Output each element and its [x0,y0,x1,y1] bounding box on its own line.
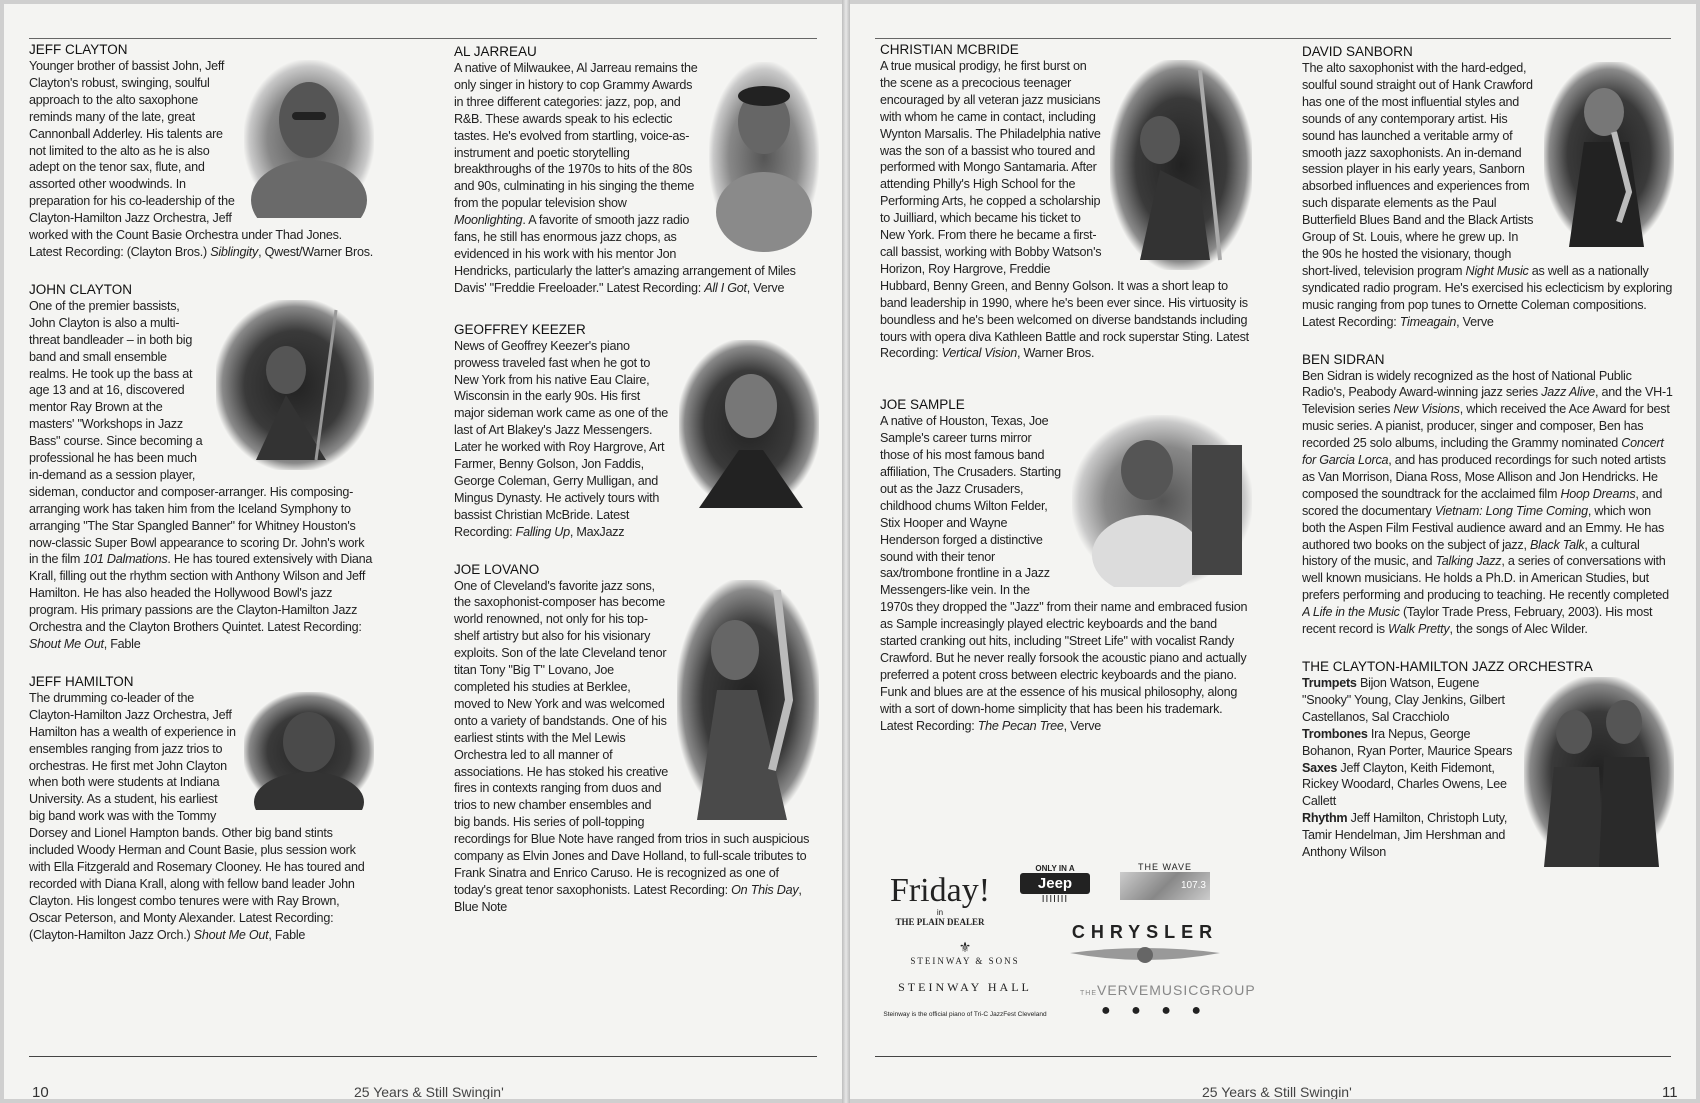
page-number: 10 [32,1084,49,1099]
bio-ben-sidran [1302,351,1674,639]
bio-name: JEFF CLAYTON [29,42,128,57]
bio-jeff-hamilton [29,673,374,944]
bio-christian-mcbride [880,41,1252,362]
roster-section: Trombones Ira Nepus, George Bohanon, Ryan Porter, Maurice Spears [1302,726,1513,758]
left-page [4,4,842,1099]
bio-text: One of Cleveland's favorite jazz sons, the saxophonist-composer has become world renowned, not only for his top-shelf artistry but also for his visionary exploits. Son of the late Cleveland tenor titan Tony "Big T" Lovano, Joe completed his studies at Berklee, moved to New York and was welcomed onto a variety of bandstands. One of his earliest stints with the Mel Lewis Orchestra led to all manner of associations. He has stoked his creative fires in contexts ranging from duos and trios to new chamber ensembles and big bands. His series of poll-topping recordings for Blue Note have ranged from trios in such auspicious company as Elvin Jones and Dave Holland, to full-scale tributes to Frank Sinatra and Enrico Caruso. He is recognized as one of today's great tenor saxophonists. Latest Recording: On This Day, Blue Note [454,578,810,914]
jeff-clayton-photo [244,60,374,218]
bio-al-jarreau [454,43,819,297]
roster-section: Trumpets Bijon Watson, Eugene "Snooky" Young, Clay Jenkins, Gilbert Castellanos, Sal Cracchiolo [1302,676,1505,724]
bio-text: A native of Milwaukee, Al Jarreau remains the only singer in history to cop Grammy Awards in three different categories: jazz, pop, and R&B. These awards speak to his eclectic tastes. He's evolved from startling, voice-as-instrument and poetic storytelling breakthroughs of the 1970s to hits of the 80s and 90s, culminating in his singing the theme from the popular television show Moonlighting. A favorite of smooth jazz radio fans, he still has enormous jazz chops, as evidenced in his work with his mentor Jon Hendricks, particularly the latter's amazing arrangement of Miles Davis' "Freddie Freeloader." Latest Recording: All I Got, Verve [454,61,796,295]
bio-name: JEFF HAMILTON [29,673,134,689]
left-column-2 [454,43,819,936]
bio-joe-sample [880,396,1252,734]
running-title: 25 Years & Still Swingin' [354,1084,504,1099]
running-title: 25 Years & Still Swingin' [1202,1084,1352,1099]
top-rule [875,38,1671,39]
bio-name: GEOFFREY KEEZER [454,321,586,337]
bio-joe-lovano [454,561,819,916]
orchestra-roster [1302,658,1674,871]
bio-text: Ben Sidran is widely recognized as the host of National Public Radio's, Peabody Award-winning jazz series Jazz Alive, and the VH-1 Television series New Visions, which received the Ace Award for best music series. A pianist, producer, singer and composer, Ben has recorded 25 solo albums, including the Grammy nominated Concert for Garcia Lorca, and has produced recordings for such noted artists as Van Morrison, Diana Ross, Mose Allison and Jon Hendricks. He composed the soundtrack for the acclaimed film Hoop Dreams, and scored the documentary Vietnam: Long Time Coming, which won both the Aspen Film Festival audience award and an Emmy. He has authored two books on the subject of jazz, Black Talk, a cultural history of the music, and Talking Jazz, a series of conversations with well known musicians. He holds a Ph.D. in American Studies, but prefers performing and producing to teaching. He recently completed A Life in the Music (Taylor Trade Press, February, 2003). His most recent record is Walk Pretty, the songs of Alec Wilder. [1302,368,1673,637]
christian-mcbride-photo [1110,60,1252,270]
verve-music-group-logo: THEVERVEMUSICGROUP ● ● ● ● [1080,982,1256,1019]
spine [842,0,850,1103]
bottom-rule [875,1056,1671,1057]
jeff-hamilton-photo [244,692,374,810]
bio-name: THE CLAYTON-HAMILTON JAZZ ORCHESTRA [1302,659,1593,674]
bio-name: JOE LOVANO [454,561,540,577]
chrysler-wings-icon [1070,943,1220,967]
al-jarreau-photo [709,62,819,252]
bio-john-clayton [29,281,374,653]
geoffrey-keezer-photo [679,340,819,508]
bio-name: JOHN CLAYTON [29,281,133,297]
the-wave-logo: THE WAVE 107.3 [1120,862,1210,900]
page-number: 11 [1662,1084,1678,1099]
right-column-1 [880,41,1252,755]
joe-sample-photo [1072,415,1252,587]
bio-name: BEN SIDRAN [1302,351,1385,367]
jeep-logo: ONLY IN A Jeep IIIIIII [1020,864,1090,905]
joe-lovano-photo [677,580,819,820]
chrysler-logo: CHRYSLER [1050,922,1240,972]
david-sanborn-photo [1544,62,1674,247]
orchestra-photo [1524,677,1674,867]
roster-section: Rhythm Jeff Hamilton, Christoph Luty, Tamir Hendelman, Jim Hershman and Anthony Wilson [1302,811,1508,860]
john-clayton-photo [216,300,374,470]
bio-text: Younger brother of bassist John, Jeff Clayton's robust, swinging, soulful approach to the alto saxophone reminds many of the late, great Cannonball Adderley. His talents are not limited to the alto as he is also adept on the tenor sax, flute, and assorted other woodwinds. In preparation for his co-leadership of the Clayton-Hamilton Jazz Orchestra, Jeff worked with the Count Basie Orchestra under Thad Jones. Latest Recording: (Clayton Bros.) Siblingity, Qwest/Warner Bros. [29,59,374,259]
bio-name: AL JARREAU [454,44,537,59]
bio-text: A native of Houston, Texas, Joe Sample's career turns mirror those of his most famous band affiliation, The Crusaders. Starting out as the Jazz Crusaders, childhood chums Wilton Felder, Stix Hooper and Wayne Henderson forged a distinctive sound with their tenor sax/trombone frontline in a Jazz Messengers-like vein. In the 1970s they dropped the "Jazz" from their name and embraced fusion as Sample increasingly played electric keyboards and the band started cranking out hits, including "Street Life" with vocalist Randy Crawford. But he never really forsook the acoustic piano and actually preferred a potent cross between electric keyboards and the piano. Funk and blues are at the essence of his musical philosophy, along with a sort of down-home simplicity that has been his trademark. Latest Recording: The Pecan Tree, Verve [880,414,1248,733]
bio-geoffrey-keezer [454,321,819,541]
bio-name: CHRISTIAN MCBRIDE [880,42,1019,57]
bio-text: The alto saxophonist with the hard-edged, soulful sound straight out of Hank Crawford has one of the most influential styles and sounds of any contemporary artist. His sound has launched a veritable army of smooth jazz saxophonists. An in-demand session player in his early years, Sanborn absorbed influences and experiences from such disparate elements as the Paul Butterfield Blues Band and the Black Artists Group of St. Louis, where he grew up. In the 90s he hosted the visionary, though short-lived, television program Night Music as well as a nationally syndicated radio program. He's exercised his eclecticism by exploring music ranging from pop tunes to Ornette Coleman compositions. Latest Recording: Timeagain, Verve [1302,61,1673,329]
bio-name: JOE SAMPLE [880,397,965,413]
left-column-1 [29,41,374,964]
top-rule [29,38,817,39]
roster-section: Saxes Jeff Clayton, Keith Fidemont, Rickey Woodard, Charles Owens, Lee Callett [1302,760,1507,809]
bio-david-sanborn [1302,43,1674,331]
steinway-logo: ⚜ STEINWAY & SONS STEINWAY HALL Steinway is the official piano of Tri-C JazzFest Cleveland [883,939,1047,1018]
sponsor-logos [880,854,1256,1054]
bio-text: One of the premier bassists, John Clayton is also a multi-threat bandleader – in both big band and small ensemble realms. He took up the bass at age 13 and at 16, discovered mentor Ray Brown at the masters' "Workshops in Jazz Bass" course. Since becoming a professional he has been much in-demand as a session player, sideman, conductor and composer-arranger. His composing-arranging work has taken him from the Iceland Symphony to arranging "The Star Spangled Banner" for Whitney Houston's now-classic Super Bowl appearance to scoring Dr. John's work in the film 101 Dalmations. He has toured extensively with Diana Krall, filling out the rhythm section with Anthony Wilson and Jeff Hamilton. He has also headed the Hollywood Bowl's jazz program. His primary passions are the Clayton-Hamilton Jazz Orchestra and the Clayton Brothers Quintet. Latest Recording: Shout Me Out, Fable [29,298,373,651]
bottom-rule [29,1056,817,1057]
plain-dealer-logo: Friday! in THE PLAIN DEALER [889,872,991,927]
right-page [850,4,1696,1099]
bio-text: The drumming co-leader of the Clayton-Hamilton Jazz Orchestra, Jeff Hamilton has a wealth of experience in ensembles ranging from jazz trios to orchestras. He first met John Clayton when both were students at Indiana University. As a student, his earliest big band work was with the Tommy Dorsey and Lionel Hampton bands. Other big band stints included Woody Herman and Count Basie, plus session work with Ella Fitzgerald and Rosemary Clooney. He has toured and recorded with Diana Krall, along with fellow band leader John Clayton. His longest combo tenures were with Ray Brown, Oscar Peterson, and Monty Alexander. Latest Recording: (Clayton-Hamilton Jazz Orch.) Shout Me Out, Fable [29,690,365,942]
bio-text: A true musical prodigy, he first burst on the scene as a precocious teenager encouraged by all veteran jazz musicians with whom he came in contact, including Wynton Marsalis. The Philadelphia native was the son of a bassist who toured and performed with Mongo Santamaria. After attending Philly's High School for the Performing Arts, he copped a scholarship to Juilliard, which became his ticket to New York. From there he became a first-call bassist, working with Bobby Watson's Horizon, Roy Hargrove, Freddie Hubbard, Benny Green, and Benny Golson. It was a short leap to band leadership in 1990, where he's been ever since. His virtuosity is boundless and he's been welcomed on diverse bandstands including tours with opera diva Kathleen Battle and rock superstar Sting. Latest Recording: Vertical Vision, Warner Bros. [880,59,1249,361]
bio-name: DAVID SANBORN [1302,44,1413,59]
bio-text: News of Geoffrey Keezer's piano prowess traveled fast when he got to New York from his native Eau Claire, Wisconsin in the early 90s. His first major sideman work came as one of the last of Art Blakey's Jazz Messengers. Later he worked with Roy Hargrove, Art Farmer, Benny Golson, Jon Faddis, George Coleman, Gerry Mulligan, and Mingus Dynasty. He actively tours with bassist Christian McBride. Latest Recording: Falling Up, MaxJazz [454,338,669,539]
right-column-2 [1302,43,1674,891]
bio-jeff-clayton [29,41,374,261]
